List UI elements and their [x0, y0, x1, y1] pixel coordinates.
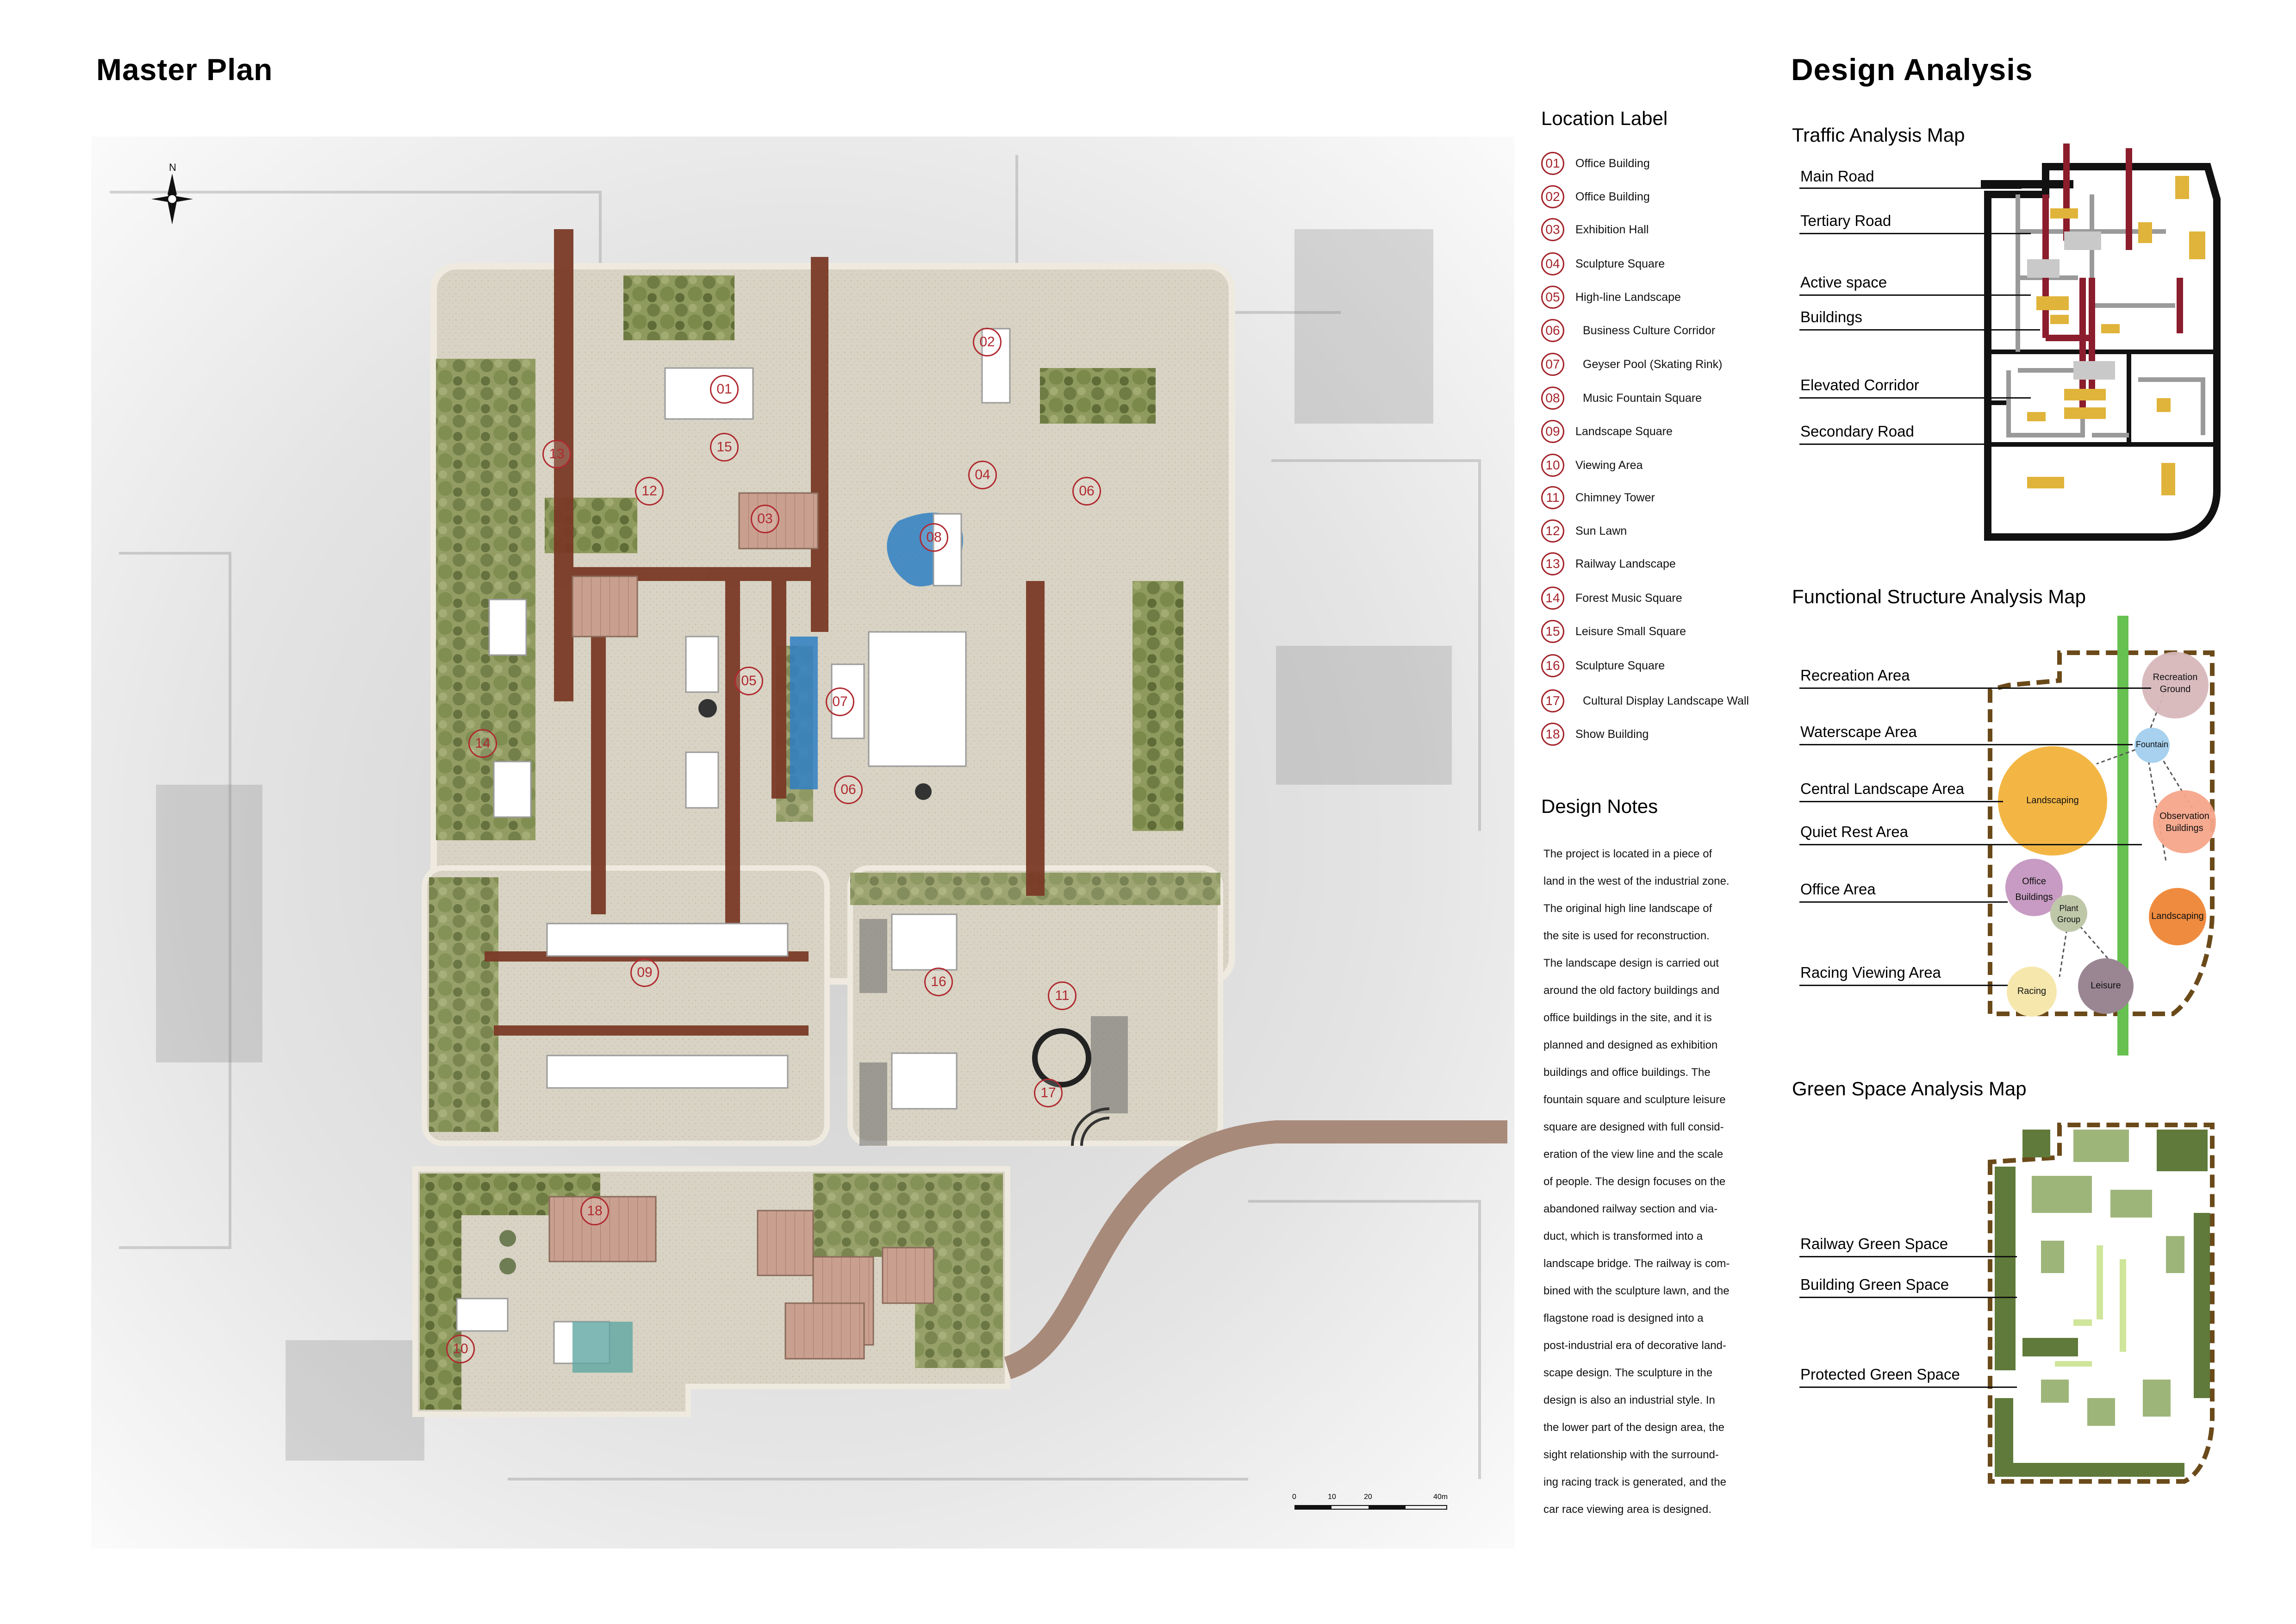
bubble-leisure: Leisure: [2091, 981, 2121, 991]
location-text: Forest Music Square: [1575, 591, 1682, 605]
notes-line: fountain square and sculpture leisure: [1543, 1093, 1726, 1106]
location-number: 12: [1541, 519, 1564, 543]
leader-line: [1799, 329, 2040, 331]
functional-label-waterscape: Waterscape Area: [1800, 723, 1917, 740]
plan-marker-13: 13: [542, 440, 571, 468]
location-item: [1541, 418, 1673, 445]
bubble-line: Buildings: [2015, 892, 2053, 902]
bubble-landscaping-main: Landscaping: [2026, 795, 2079, 806]
scale-tick-10: 10: [1328, 1493, 1336, 1501]
plan-marker-05: 05: [734, 667, 763, 695]
traffic-label-elevated-corridor: Elevated Corridor: [1800, 376, 1919, 394]
location-item: [1541, 317, 1715, 344]
location-item: [1541, 618, 1686, 645]
leader-line: [1799, 187, 2022, 189]
functional-label-quiet-rest: Quiet Rest Area: [1800, 823, 1908, 840]
notes-line: post-industrial era of decorative land-: [1543, 1339, 1726, 1352]
traffic-label-tertiary-road: Tertiary Road: [1800, 212, 1892, 229]
scale-bar: [1294, 1493, 1447, 1516]
notes-line: ing racing track is generated, and the: [1543, 1476, 1726, 1488]
plan-marker-02: 02: [973, 328, 1002, 356]
location-item: [1541, 720, 1649, 748]
notes-line: eration of the view line and the scale: [1543, 1148, 1724, 1161]
plan-marker-06: 06: [1072, 477, 1101, 506]
location-text: Office Building: [1575, 190, 1650, 203]
bubble-racing: Racing: [2017, 986, 2047, 996]
green-map-diagram: [1981, 1120, 2221, 1486]
notes-line: planned and designed as exhibition: [1543, 1039, 1718, 1051]
bubble-recreation: [2147, 671, 2203, 695]
location-text: Sculpture Square: [1575, 257, 1665, 270]
plan-marker-06b: 06: [834, 775, 863, 804]
plan-marker-18: 18: [580, 1197, 609, 1225]
plan-marker-12: 12: [635, 477, 664, 506]
leader-line: [1799, 687, 2151, 689]
location-number: 16: [1541, 654, 1564, 677]
functional-label-recreation: Recreation Area: [1800, 667, 1910, 684]
location-number: 03: [1541, 218, 1564, 241]
notes-line: land in the west of the industrial zone.: [1543, 875, 1730, 887]
location-number: 18: [1541, 723, 1564, 746]
leader-line: [1799, 443, 2031, 445]
plan-marker-01: 01: [710, 375, 739, 404]
master-plan-title: Master Plan: [96, 52, 273, 87]
location-number: 14: [1541, 587, 1564, 610]
plan-marker-15: 15: [710, 433, 739, 462]
location-number: 08: [1541, 387, 1564, 410]
plan-marker-04: 04: [968, 461, 997, 489]
location-text: High-line Landscape: [1575, 290, 1681, 304]
location-number: 05: [1541, 286, 1564, 309]
leader-line: [1799, 844, 2142, 845]
master-plan-drawing: [91, 137, 1514, 1549]
leader-line: [1799, 1297, 2017, 1298]
scale-tick-40: 40m: [1433, 1493, 1448, 1501]
traffic-label-active-space: Active space: [1800, 274, 1887, 291]
plan-marker-17: 17: [1034, 1079, 1063, 1107]
bubble-line: Group: [2057, 915, 2081, 924]
traffic-label-secondary-road: Secondary Road: [1800, 423, 1914, 440]
notes-line: scape design. The sculpture in the: [1543, 1367, 1713, 1379]
plan-marker-16: 16: [924, 968, 953, 996]
notes-line: The landscape design is carried out: [1543, 957, 1719, 969]
bubble-line: Office: [2022, 876, 2046, 887]
location-text: Landscape Square: [1575, 425, 1673, 438]
location-text: Geyser Pool (Skating Rink): [1583, 357, 1723, 371]
location-number: 07: [1541, 353, 1564, 376]
location-number: 13: [1541, 552, 1564, 575]
location-item: [1541, 350, 1723, 378]
bubble-line: Buildings: [2165, 823, 2203, 833]
bubble-office: [2009, 874, 2060, 905]
scale-tick-0: 0: [1292, 1493, 1296, 1501]
plan-marker-07: 07: [826, 687, 854, 716]
functional-label-office: Office Area: [1800, 881, 1876, 898]
location-text: Office Building: [1575, 156, 1650, 170]
location-item: [1541, 484, 1655, 512]
location-item: [1541, 150, 1650, 177]
design-notes-body: [1543, 840, 1766, 1523]
location-item: [1541, 652, 1665, 680]
notes-line: design is also an industrial style. In: [1543, 1394, 1715, 1406]
location-text: Sun Lawn: [1575, 524, 1627, 537]
master-plan-map: [91, 137, 1514, 1549]
notes-line: car race viewing area is designed.: [1543, 1503, 1711, 1516]
location-number: 06: [1541, 319, 1564, 342]
leader-line: [1799, 294, 2031, 296]
location-number: 02: [1541, 185, 1564, 208]
green-label-protected: Protected Green Space: [1800, 1366, 1960, 1383]
location-text: Exhibition Hall: [1575, 223, 1649, 236]
location-text: Leisure Small Square: [1575, 625, 1686, 638]
bubble-fountain: Fountain: [2135, 740, 2169, 749]
leader-line: [1799, 985, 2008, 986]
location-item: [1541, 384, 1702, 412]
design-analysis-title: Design Analysis: [1791, 52, 2033, 87]
location-item: [1541, 250, 1665, 278]
notes-line: duct, which is transformed into a: [1543, 1230, 1703, 1243]
location-text: Cultural Display Landscape Wall: [1583, 694, 1749, 707]
notes-line: The project is located in a piece of: [1543, 848, 1712, 860]
location-text: Railway Landscape: [1575, 557, 1676, 570]
design-notes-heading: Design Notes: [1541, 795, 1658, 817]
notes-line: bined with the sculpture lawn, and the: [1543, 1285, 1730, 1297]
leader-line: [1799, 1387, 2017, 1388]
scale-tick-20: 20: [1364, 1493, 1372, 1501]
location-item: [1541, 584, 1682, 612]
functional-label-central-landscape: Central Landscape Area: [1800, 780, 1965, 797]
plan-marker-08: 08: [920, 523, 948, 552]
bubble-observation: [2154, 810, 2215, 834]
notes-line: of people. The design focuses on the: [1543, 1175, 1726, 1188]
location-item: [1541, 451, 1643, 479]
location-number: 04: [1541, 252, 1564, 275]
location-text: Business Culture Corridor: [1583, 324, 1716, 337]
notes-line: sight relationship with the surround-: [1543, 1449, 1719, 1461]
location-number: 10: [1541, 454, 1564, 477]
traffic-label-buildings: Buildings: [1800, 308, 1862, 325]
plan-marker-09: 09: [630, 958, 659, 987]
notes-line: around the old factory buildings and: [1543, 984, 1720, 997]
location-number: 15: [1541, 620, 1564, 643]
plan-marker-14: 14: [468, 729, 497, 758]
leader-line: [1799, 744, 2133, 745]
location-item: [1541, 283, 1681, 311]
notes-line: buildings and office buildings. The: [1543, 1066, 1711, 1079]
location-number: 17: [1541, 689, 1564, 712]
location-item: [1541, 687, 1749, 715]
location-item: [1541, 183, 1650, 211]
location-text: Show Building: [1575, 727, 1649, 741]
bubble-line: Recreation: [2153, 672, 2198, 682]
bubble-line: Ground: [2159, 684, 2191, 694]
plan-marker-03: 03: [751, 505, 779, 533]
north-arrow-icon: [151, 164, 193, 225]
notes-line: abandoned railway section and via-: [1543, 1203, 1718, 1215]
notes-line: the site is used for reconstruction.: [1543, 930, 1710, 942]
location-number: 11: [1541, 486, 1564, 509]
functional-bubbles: [1981, 616, 2221, 1056]
north-label: N: [169, 162, 176, 173]
location-text: Music Fountain Square: [1583, 391, 1702, 405]
notes-line: square are designed with full consid-: [1543, 1121, 1724, 1133]
leader-line: [1799, 801, 2003, 802]
bubble-landscaping-small: Landscaping: [2151, 911, 2204, 921]
functional-label-racing-viewing: Racing Viewing Area: [1800, 964, 1941, 981]
leader-line: [1799, 397, 2031, 399]
location-item: [1541, 216, 1649, 244]
location-item: [1541, 550, 1676, 578]
location-number: 01: [1541, 152, 1564, 175]
location-number: 09: [1541, 420, 1564, 443]
traffic-map-diagram: [1981, 139, 2240, 546]
notes-line: landscape bridge. The railway is com-: [1543, 1257, 1730, 1270]
bubble-line: Observation: [2159, 811, 2209, 821]
location-text: Viewing Area: [1575, 458, 1643, 472]
leader-line: [1799, 1256, 2017, 1257]
location-text: Sculpture Square: [1575, 659, 1665, 672]
notes-line: The original high line landscape of: [1543, 902, 1712, 915]
location-text: Chimney Tower: [1575, 491, 1655, 504]
notes-line: the lower part of the design area, the: [1543, 1421, 1724, 1434]
location-item: [1541, 517, 1627, 545]
leader-line: [1799, 901, 2008, 903]
bubble-line: Plant: [2059, 904, 2078, 913]
green-map-title: Green Space Analysis Map: [1792, 1078, 2027, 1099]
notes-line: flagstone road is designed into a: [1543, 1312, 1704, 1324]
green-label-railway: Railway Green Space: [1800, 1235, 1948, 1252]
functional-map-title: Functional Structure Analysis Map: [1792, 586, 2086, 607]
location-label-heading: Location Label: [1541, 107, 1668, 129]
traffic-label-main-road: Main Road: [1800, 168, 1874, 185]
plan-marker-10: 10: [446, 1335, 475, 1363]
traffic-map-title: Traffic Analysis Map: [1792, 124, 1965, 146]
plan-marker-11: 11: [1048, 981, 1076, 1010]
leader-line: [1799, 233, 2031, 234]
green-label-building: Building Green Space: [1800, 1276, 1949, 1293]
bubble-plant: [2053, 903, 2085, 925]
notes-line: office buildings in the site, and it is: [1543, 1012, 1712, 1024]
